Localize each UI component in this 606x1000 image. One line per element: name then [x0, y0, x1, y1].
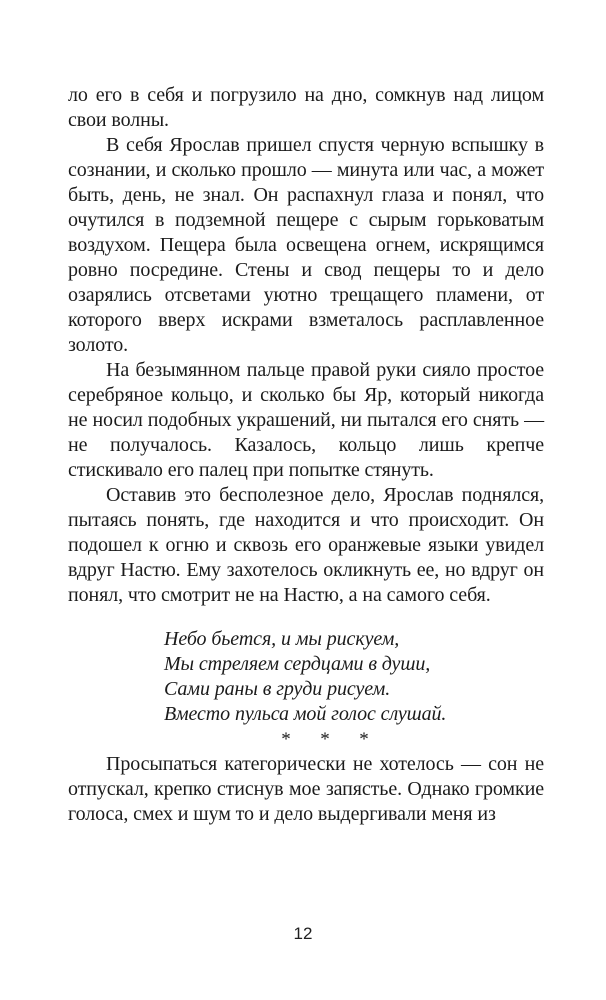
body-paragraph: Просыпаться категорически не хотелось — сон не отпускал, крепко стиснув мое запястье. Однако громкие голоса, смех и шум то и дело выдергивали меня из	[68, 753, 544, 825]
text-block	[68, 83, 544, 827]
body-paragraph-continuation: ло его в себя и погрузило на дно, сомкнув над лицом свои волны.	[68, 84, 544, 131]
verse-line: Вместо пульса мой голос слушай.	[164, 703, 447, 725]
verse-line: Мы стреляем сердцами в души,	[164, 653, 431, 675]
body-paragraph: В себя Ярослав пришел спустя черную вспышку в сознании, и сколько прошло — минута или час, а может быть, день, не знал. Он распахнул глаза и понял, что очутился в подземной пещере с сырым горьковатым воздухом. Пещера была освещена огнем, искрящимся ровно посредине. Стены и свод пещеры то и дело озарялись отсветами уютно трещащего пламени, от которого вверх искрами взметалось расплавленное золото.	[68, 134, 544, 356]
verse-quatrain	[164, 627, 544, 727]
verse-line: Сами раны в груди рисуем.	[164, 678, 391, 700]
body-paragraph: Оставив это бесполезное дело, Ярослав поднялся, пытаясь понять, где находится и что происходит. Он подошел к огню и сквозь его оранжевые языки увидел вдруг Настю. Ему захотелось окликнуть ее, но вдруг он понял, что смотрит не на Настю, а на самого себя.	[68, 484, 544, 606]
page-number: 12	[293, 924, 313, 943]
section-break-asterisks: * * *	[281, 729, 382, 750]
body-paragraph: На безымянном пальце правой руки сияло простое серебряное кольцо, и сколько бы Яр, который никогда не носил подобных украшений, ни пытался его снять — не получалось. Казалось, кольцо лишь крепче стискивало его палец при попытке стянуть.	[68, 359, 544, 481]
verse-line: Небо бьется, и мы рискуем,	[164, 628, 400, 650]
